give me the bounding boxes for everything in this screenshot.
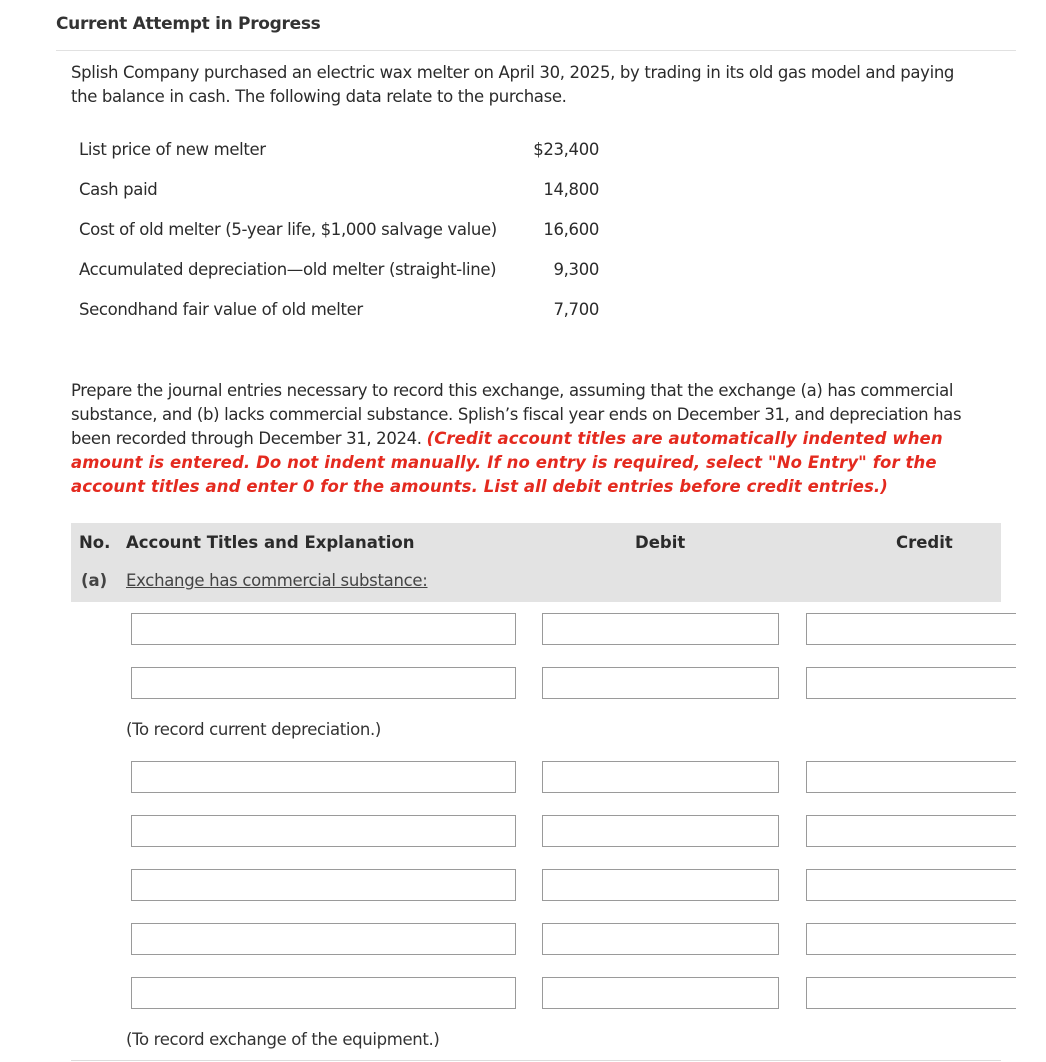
data-value: 16,600 (543, 220, 599, 239)
account-title-input[interactable] (131, 815, 516, 847)
data-row (79, 180, 599, 220)
data-label: Accumulated depreciation—old melter (straight-line) (79, 260, 497, 279)
data-label: Secondhand fair value of old melter (79, 300, 363, 319)
journal-row (56, 761, 1016, 793)
column-header-credit: Credit (896, 533, 953, 552)
account-title-input[interactable] (131, 923, 516, 955)
data-value: $23,400 (533, 140, 599, 159)
journal-row (56, 613, 1016, 645)
question-card (56, 0, 1016, 1062)
credit-amount-input[interactable] (806, 613, 1016, 645)
instructions-text: Prepare the journal entries necessary to record this exchange, assuming that the exchange (a) has commercial substance, and (b) lacks commercial substance. Splish’s fiscal year ends on December 31, and depreciation has been recorded through December 31, 2024. (71, 381, 962, 448)
account-title-input[interactable] (131, 613, 516, 645)
entry-note-exchange: (To record exchange of the equipment.) (126, 1030, 440, 1049)
data-row (79, 140, 599, 180)
column-header-debit: Debit (635, 533, 686, 552)
debit-amount-input[interactable] (542, 923, 779, 955)
journal-row (56, 667, 1016, 699)
attempt-status: Current Attempt in Progress (56, 14, 321, 34)
credit-amount-input[interactable] (806, 667, 1016, 699)
journal-row (56, 977, 1016, 1009)
journal-header (71, 523, 1001, 602)
journal-row (56, 815, 1016, 847)
debit-amount-input[interactable] (542, 667, 779, 699)
data-value: 7,700 (553, 300, 599, 319)
part-label: (a) (81, 571, 108, 590)
data-value: 14,800 (543, 180, 599, 199)
purchase-data-table (79, 140, 599, 340)
account-title-input[interactable] (131, 761, 516, 793)
entry-note-depreciation: (To record current depreciation.) (126, 720, 381, 739)
debit-amount-input[interactable] (542, 869, 779, 901)
account-title-input[interactable] (131, 667, 516, 699)
journal-row (56, 923, 1016, 955)
credit-amount-input[interactable] (806, 977, 1016, 1009)
part-description: Exchange has commercial substance: (126, 571, 428, 590)
data-row (79, 300, 599, 340)
data-row (79, 220, 599, 260)
account-title-input[interactable] (131, 869, 516, 901)
data-label: Cash paid (79, 180, 158, 199)
debit-amount-input[interactable] (542, 613, 779, 645)
debit-amount-input[interactable] (542, 761, 779, 793)
journal-row (56, 869, 1016, 901)
debit-amount-input[interactable] (542, 815, 779, 847)
credit-amount-input[interactable] (806, 815, 1016, 847)
data-value: 9,300 (553, 260, 599, 279)
data-row (79, 260, 599, 300)
credit-amount-input[interactable] (806, 923, 1016, 955)
divider (56, 50, 1016, 51)
debit-amount-input[interactable] (542, 977, 779, 1009)
data-label: List price of new melter (79, 140, 266, 159)
instructions (71, 379, 1001, 499)
credit-amount-input[interactable] (806, 761, 1016, 793)
credit-amount-input[interactable] (806, 869, 1016, 901)
instructions-note: (Credit account titles are automatically indented when amount is entered. Do not indent manually. If no entry is required, select "No Entry" for the account titles and enter 0 for the amounts. List all debit entries before credit entries.) (71, 429, 943, 496)
column-header-account: Account Titles and Explanation (126, 533, 415, 552)
data-label: Cost of old melter (5-year life, $1,000 salvage value) (79, 220, 497, 239)
divider (71, 1060, 1001, 1061)
account-title-input[interactable] (131, 977, 516, 1009)
problem-intro: Splish Company purchased an electric wax melter on April 30, 2025, by trading in its old gas model and paying the balance in cash. The following data relate to the purchase. (71, 63, 955, 106)
column-header-no: No. (79, 533, 111, 552)
